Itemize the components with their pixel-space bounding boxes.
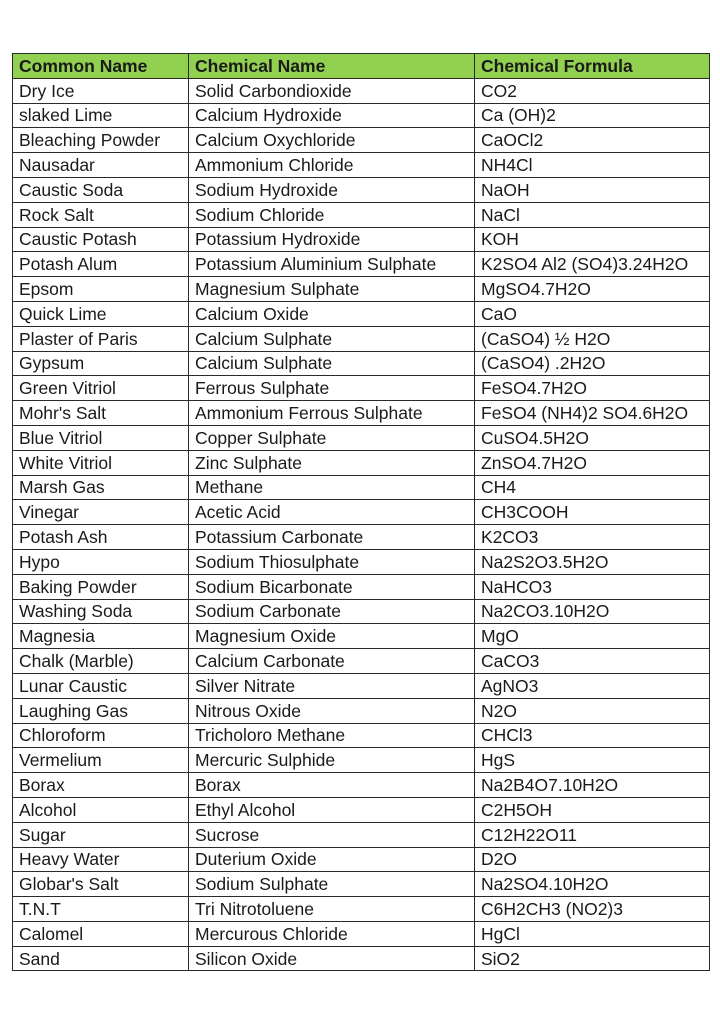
chemical-name-cell: Zinc Sulphate bbox=[189, 450, 475, 475]
table-row bbox=[13, 525, 710, 550]
chemical-name-cell: Nitrous Oxide bbox=[189, 698, 475, 723]
table-row bbox=[13, 450, 710, 475]
chemical-formula-cell: D2O bbox=[475, 847, 710, 872]
chemical-name-cell: Borax bbox=[189, 773, 475, 798]
common-name-cell: Calomel bbox=[13, 921, 189, 946]
chemical-name-cell: Sodium Hydroxide bbox=[189, 177, 475, 202]
chemical-formula-cell: CaCO3 bbox=[475, 649, 710, 674]
chemical-formula-cell: (CaSO4) ½ H2O bbox=[475, 326, 710, 351]
table-row bbox=[13, 401, 710, 426]
common-name-cell: Hypo bbox=[13, 549, 189, 574]
chemical-formula-cell: C12H22O11 bbox=[475, 822, 710, 847]
common-name-cell: Sugar bbox=[13, 822, 189, 847]
chemical-name-cell: Sodium Carbonate bbox=[189, 599, 475, 624]
common-name-cell: Chloroform bbox=[13, 723, 189, 748]
table-header-row bbox=[13, 54, 710, 79]
common-name-cell: Washing Soda bbox=[13, 599, 189, 624]
chemical-formula-cell: FeSO4 (NH4)2 SO4.6H2O bbox=[475, 401, 710, 426]
chemical-name-cell: Ammonium Chloride bbox=[189, 153, 475, 178]
chemical-formula-cell: Ca (OH)2 bbox=[475, 103, 710, 128]
chemical-formula-cell: N2O bbox=[475, 698, 710, 723]
table-row bbox=[13, 921, 710, 946]
chemical-name-cell: Silver Nitrate bbox=[189, 673, 475, 698]
common-name-cell: Lunar Caustic bbox=[13, 673, 189, 698]
chemical-name-cell: Calcium Sulphate bbox=[189, 326, 475, 351]
chemical-name-cell: Ferrous Sulphate bbox=[189, 376, 475, 401]
chemical-formula-cell: MgSO4.7H2O bbox=[475, 277, 710, 302]
chemical-name-cell: Tri Nitrotoluene bbox=[189, 897, 475, 922]
common-name-cell: Plaster of Paris bbox=[13, 326, 189, 351]
chemical-formula-cell: Na2S2O3.5H2O bbox=[475, 549, 710, 574]
common-name-cell: Caustic Potash bbox=[13, 227, 189, 252]
table-row bbox=[13, 549, 710, 574]
common-name-cell: Chalk (Marble) bbox=[13, 649, 189, 674]
common-name-cell: T.N.T bbox=[13, 897, 189, 922]
table-row bbox=[13, 202, 710, 227]
table-row bbox=[13, 500, 710, 525]
common-name-cell: Epsom bbox=[13, 277, 189, 302]
common-name-cell: Vermelium bbox=[13, 748, 189, 773]
chemical-name-cell: Tricholoro Methane bbox=[189, 723, 475, 748]
table-row bbox=[13, 673, 710, 698]
common-name-cell: Caustic Soda bbox=[13, 177, 189, 202]
chemical-name-cell: Magnesium Oxide bbox=[189, 624, 475, 649]
table-row bbox=[13, 425, 710, 450]
common-name-cell: Potash Alum bbox=[13, 252, 189, 277]
chemical-formula-cell: KOH bbox=[475, 227, 710, 252]
common-name-cell: Globar's Salt bbox=[13, 872, 189, 897]
chemical-name-cell: Potassium Carbonate bbox=[189, 525, 475, 550]
chemical-formula-cell: AgNO3 bbox=[475, 673, 710, 698]
table-row bbox=[13, 475, 710, 500]
common-name-cell: slaked Lime bbox=[13, 103, 189, 128]
chemical-formula-cell: C6H2CH3 (NO2)3 bbox=[475, 897, 710, 922]
chemical-formula-cell: Na2CO3.10H2O bbox=[475, 599, 710, 624]
table-row bbox=[13, 177, 710, 202]
chemical-name-cell: Calcium Oxychloride bbox=[189, 128, 475, 153]
chemical-formula-cell: C2H5OH bbox=[475, 797, 710, 822]
chemical-formula-cell: CH4 bbox=[475, 475, 710, 500]
table-row bbox=[13, 599, 710, 624]
chemical-name-cell: Methane bbox=[189, 475, 475, 500]
header-common-name: Common Name bbox=[13, 54, 189, 79]
chemical-formula-cell: Na2B4O7.10H2O bbox=[475, 773, 710, 798]
table-row bbox=[13, 897, 710, 922]
chemical-name-cell: Mercurous Chloride bbox=[189, 921, 475, 946]
common-name-cell: Alcohol bbox=[13, 797, 189, 822]
table-row bbox=[13, 946, 710, 971]
common-name-cell: Magnesia bbox=[13, 624, 189, 649]
chemical-formula-cell: K2CO3 bbox=[475, 525, 710, 550]
common-name-cell: Nausadar bbox=[13, 153, 189, 178]
common-name-cell: Laughing Gas bbox=[13, 698, 189, 723]
common-name-cell: Dry Ice bbox=[13, 78, 189, 103]
chemical-formula-cell: (CaSO4) .2H2O bbox=[475, 351, 710, 376]
chemical-formula-cell: CHCl3 bbox=[475, 723, 710, 748]
chemical-name-cell: Ammonium Ferrous Sulphate bbox=[189, 401, 475, 426]
table-row bbox=[13, 326, 710, 351]
common-name-cell: Vinegar bbox=[13, 500, 189, 525]
table-row bbox=[13, 748, 710, 773]
chemical-formula-cell: ZnSO4.7H2O bbox=[475, 450, 710, 475]
common-name-cell: Sand bbox=[13, 946, 189, 971]
chemical-name-cell: Sodium Sulphate bbox=[189, 872, 475, 897]
table-row bbox=[13, 153, 710, 178]
chemical-name-cell: Duterium Oxide bbox=[189, 847, 475, 872]
common-name-cell: Quick Lime bbox=[13, 301, 189, 326]
table-body bbox=[13, 78, 710, 971]
chemical-name-cell: Solid Carbondioxide bbox=[189, 78, 475, 103]
chemical-name-cell: Sodium Thiosulphate bbox=[189, 549, 475, 574]
common-name-cell: Marsh Gas bbox=[13, 475, 189, 500]
table-row bbox=[13, 128, 710, 153]
chemical-name-cell: Sodium Bicarbonate bbox=[189, 574, 475, 599]
table-row bbox=[13, 822, 710, 847]
chemical-name-cell: Calcium Carbonate bbox=[189, 649, 475, 674]
table-row bbox=[13, 227, 710, 252]
chemical-formula-cell: NaCl bbox=[475, 202, 710, 227]
table-row bbox=[13, 698, 710, 723]
chemical-name-cell: Magnesium Sulphate bbox=[189, 277, 475, 302]
table-row bbox=[13, 649, 710, 674]
chemical-formula-cell: SiO2 bbox=[475, 946, 710, 971]
table-row bbox=[13, 301, 710, 326]
chemical-formula-cell: NaHCO3 bbox=[475, 574, 710, 599]
header-chemical-name: Chemical Name bbox=[189, 54, 475, 79]
chemical-formula-cell: CuSO4.5H2O bbox=[475, 425, 710, 450]
chemical-formula-cell: CaOCl2 bbox=[475, 128, 710, 153]
table-row bbox=[13, 723, 710, 748]
chemical-name-cell: Potassium Aluminium Sulphate bbox=[189, 252, 475, 277]
chemical-formula-cell: HgS bbox=[475, 748, 710, 773]
table-row bbox=[13, 351, 710, 376]
chemical-formula-cell: NaOH bbox=[475, 177, 710, 202]
chemical-formula-cell: MgO bbox=[475, 624, 710, 649]
common-name-cell: Borax bbox=[13, 773, 189, 798]
chemical-name-cell: Calcium Oxide bbox=[189, 301, 475, 326]
table-row bbox=[13, 872, 710, 897]
chemical-name-cell: Mercuric Sulphide bbox=[189, 748, 475, 773]
table-row bbox=[13, 847, 710, 872]
chemical-formula-cell: Na2SO4.10H2O bbox=[475, 872, 710, 897]
common-name-cell: Blue Vitriol bbox=[13, 425, 189, 450]
table-row bbox=[13, 574, 710, 599]
chemical-formula-cell: CO2 bbox=[475, 78, 710, 103]
chemical-name-cell: Sodium Chloride bbox=[189, 202, 475, 227]
chemical-formula-cell: HgCl bbox=[475, 921, 710, 946]
chemical-name-cell: Silicon Oxide bbox=[189, 946, 475, 971]
chemical-name-cell: Ethyl Alcohol bbox=[189, 797, 475, 822]
table-row bbox=[13, 277, 710, 302]
table-row bbox=[13, 252, 710, 277]
header-chemical-formula: Chemical Formula bbox=[475, 54, 710, 79]
common-name-cell: Gypsum bbox=[13, 351, 189, 376]
chemical-name-cell: Potassium Hydroxide bbox=[189, 227, 475, 252]
common-name-cell: White Vitriol bbox=[13, 450, 189, 475]
common-name-cell: Green Vitriol bbox=[13, 376, 189, 401]
common-name-cell: Rock Salt bbox=[13, 202, 189, 227]
chemical-name-cell: Sucrose bbox=[189, 822, 475, 847]
chemical-formula-cell: CH3COOH bbox=[475, 500, 710, 525]
chemical-names-table bbox=[12, 53, 710, 971]
chemical-name-cell: Acetic Acid bbox=[189, 500, 475, 525]
chemical-formula-cell: K2SO4 Al2 (SO4)3.24H2O bbox=[475, 252, 710, 277]
common-name-cell: Mohr's Salt bbox=[13, 401, 189, 426]
table-row bbox=[13, 773, 710, 798]
chemical-name-cell: Calcium Hydroxide bbox=[189, 103, 475, 128]
chemical-name-cell: Calcium Sulphate bbox=[189, 351, 475, 376]
common-name-cell: Potash Ash bbox=[13, 525, 189, 550]
table-row bbox=[13, 624, 710, 649]
table-row bbox=[13, 797, 710, 822]
chemical-formula-cell: NH4Cl bbox=[475, 153, 710, 178]
chemical-name-cell: Copper Sulphate bbox=[189, 425, 475, 450]
chemical-formula-cell: CaO bbox=[475, 301, 710, 326]
common-name-cell: Bleaching Powder bbox=[13, 128, 189, 153]
chemical-formula-cell: FeSO4.7H2O bbox=[475, 376, 710, 401]
table-row bbox=[13, 103, 710, 128]
table-row bbox=[13, 78, 710, 103]
common-name-cell: Baking Powder bbox=[13, 574, 189, 599]
common-name-cell: Heavy Water bbox=[13, 847, 189, 872]
table-row bbox=[13, 376, 710, 401]
